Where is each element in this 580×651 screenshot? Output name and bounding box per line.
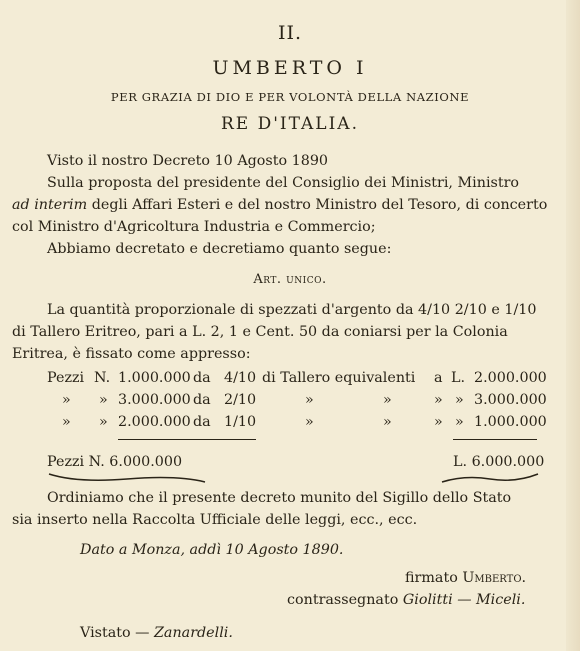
brace-right (440, 472, 540, 484)
ditto-mark: » (434, 392, 443, 408)
ad-interim-text: ad interim (12, 197, 88, 213)
table-row (0, 370, 580, 390)
quantity: 2.000.000 (118, 414, 191, 430)
description: di Tallero equivalenti (262, 370, 416, 386)
ditto-mark: » (305, 392, 314, 408)
preamble-sulla-line3: col Ministro d'Agricoltura Industria e Commercio; (12, 219, 376, 235)
king-formula: PER GRAZIA DI DIO E PER VOLONTÀ DELLA NAZIONE (110, 90, 470, 104)
section-number: II. (277, 22, 303, 44)
preamble-sulla-line2-rest: degli Affari Esteri e del nostro Ministro del Tesoro, di concerto (87, 197, 548, 213)
preamble-sulla-line1: Sulla proposta del presidente del Consiglio dei Ministri, Ministro (47, 175, 520, 191)
table-row (0, 392, 580, 412)
king-name: UMBERTO I (212, 57, 368, 79)
vistato-line (80, 625, 233, 641)
fraction: 2/10 (224, 392, 257, 408)
ditto-mark: » (62, 414, 71, 430)
ordiniamo-line1: Ordiniamo che il presente decreto munito del Sigillo dello Stato (47, 490, 512, 506)
amount: 1.000.000 (474, 414, 547, 430)
brace-left (47, 472, 207, 484)
n-label: N. (94, 370, 111, 386)
countersigner-names: Giolitti — Miceli. (402, 592, 526, 608)
ditto-mark: » (434, 414, 443, 430)
fraction: 1/10 (224, 414, 257, 430)
contrassegnato-label: contrassegnato (287, 592, 399, 608)
vistato-name: Zanardelli. (154, 625, 233, 641)
amount: 3.000.000 (474, 392, 547, 408)
amount: 2.000.000 (474, 370, 547, 386)
ditto-mark: » (99, 414, 108, 430)
ditto-mark: » (305, 414, 314, 430)
article-line3: Eritrea, è fissato come appresso: (12, 346, 251, 362)
quantity: 1.000.000 (118, 370, 191, 386)
total-amount: L. 6.000.000 (453, 454, 545, 470)
quantity: 3.000.000 (118, 392, 191, 408)
sum-rule-right (453, 439, 537, 440)
ditto-mark: » (383, 392, 392, 408)
firmato-label: firmato (405, 570, 458, 586)
preamble-sulla-line2 (12, 197, 547, 213)
ditto-mark: » (455, 414, 464, 430)
preamble-abbiamo: Abbiamo decretato e decretiamo quanto segue: (47, 241, 392, 257)
da-label: da (193, 392, 211, 408)
a-label: a (434, 370, 443, 386)
da-label: da (193, 370, 211, 386)
ditto-mark: » (99, 392, 108, 408)
article-line1: La quantità proporzionale di spezzati d'argento da 4/10 2/10 e 1/10 (47, 302, 537, 318)
ditto-mark: » (62, 392, 71, 408)
l-label: L. (451, 370, 466, 386)
da-label: da (193, 414, 211, 430)
table-row (0, 414, 580, 434)
total-pieces: Pezzi N. 6.000.000 (47, 454, 183, 470)
signer-name: Umberto. (462, 570, 527, 586)
pezzi-label: Pezzi (47, 370, 85, 386)
firmato-line (405, 570, 526, 586)
sum-rule-left (118, 439, 256, 440)
king-title: RE D'ITALIA. (220, 114, 359, 134)
date-place: Dato a Monza, addì 10 Agosto 1890. (80, 542, 344, 558)
article-title: Art. unico. (253, 272, 327, 287)
article-line2: di Tallero Eritreo, pari a L. 2, 1 e Cent. 50 da coniarsi per la Colonia (12, 324, 508, 340)
preamble-visto: Visto il nostro Decreto 10 Agosto 1890 (47, 153, 329, 169)
vistato-label: Vistato — (80, 625, 150, 641)
ditto-mark: » (455, 392, 464, 408)
contrassegnato-line (287, 592, 525, 608)
ordiniamo-line2: sia inserto nella Raccolta Ufficiale delle leggi, ecc., ecc. (12, 512, 418, 528)
ditto-mark: » (383, 414, 392, 430)
fraction: 4/10 (224, 370, 257, 386)
